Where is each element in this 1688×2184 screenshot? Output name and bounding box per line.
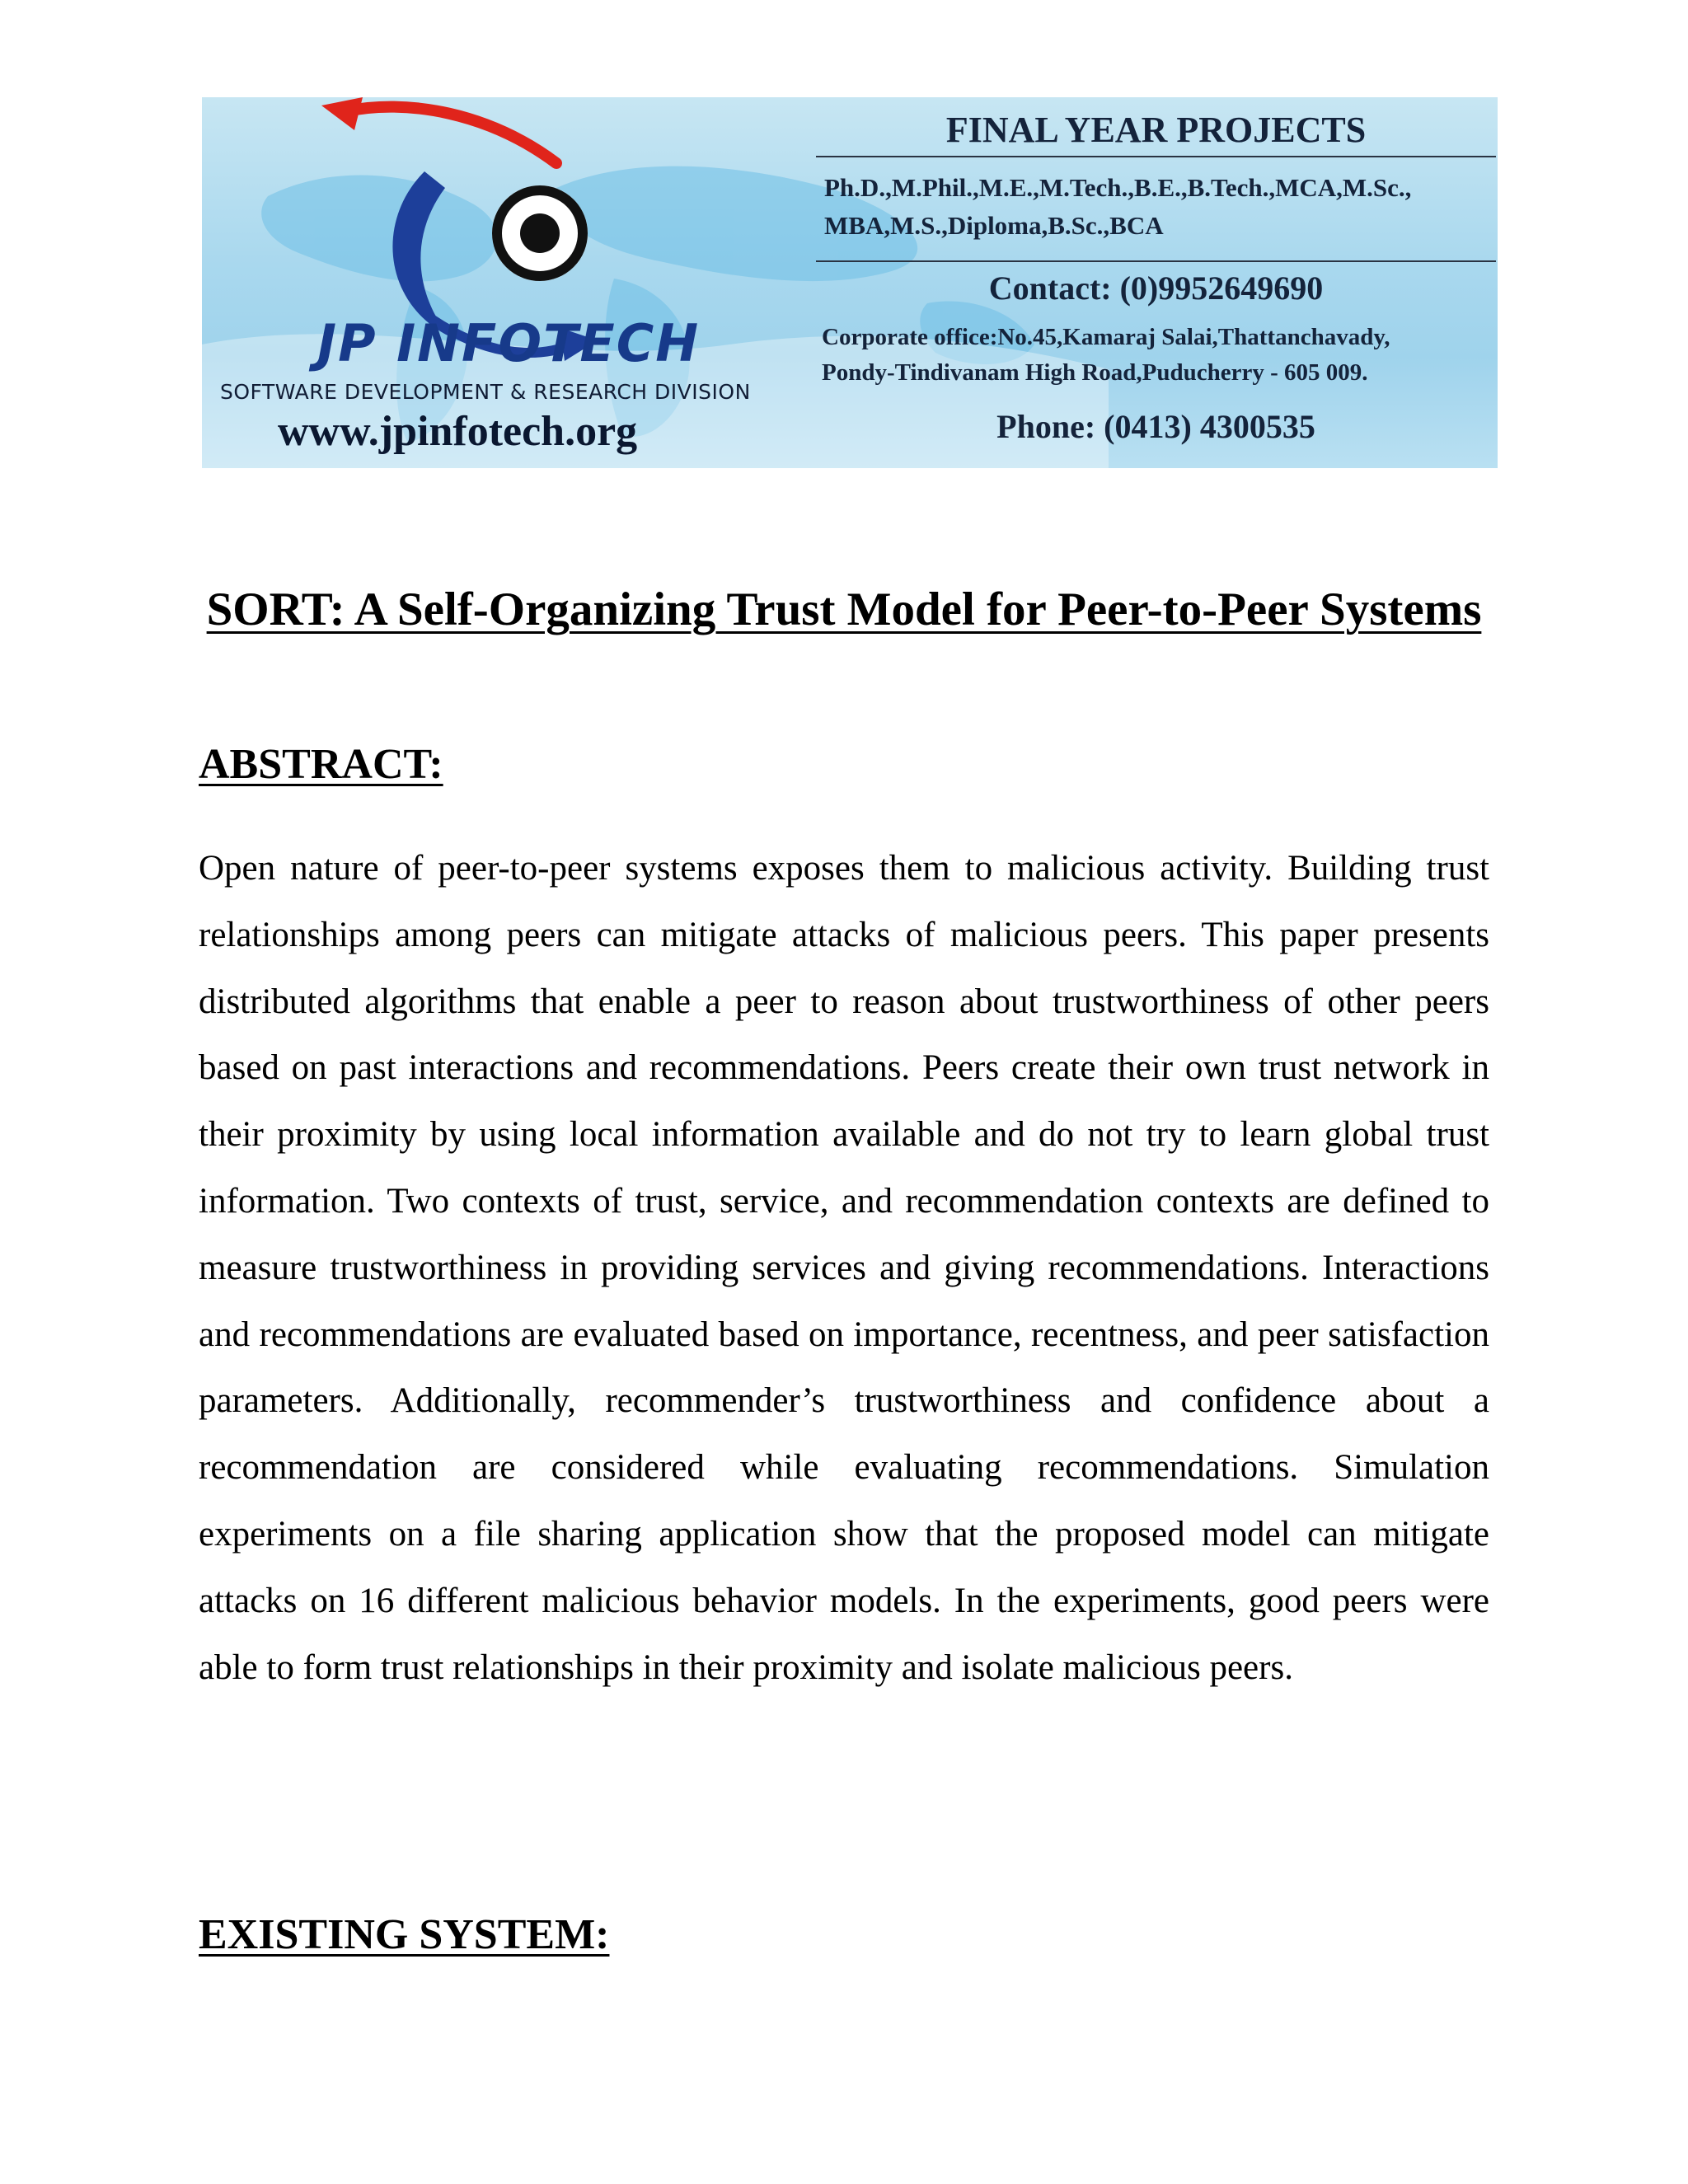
abstract-paragraph: Open nature of peer-to-peer systems exposes them to malicious activity. Building trust relationships among peers can mitigate attacks of malicious peers. This paper presents distributed algorithms that enable a peer to reason about trustworthiness of other peers based on past interactions and recommendations. Peers create their own trust network in their proximity by using local information available and do not try to learn global trust information. Two contexts of trust, service, and recommendation contexts are defined to measure trustworthiness in providing services and giving recommendations. Interactions and recommendations are evaluated based on importance, recentness, and peer satisfaction parameters. Additionally, recommender’s trustworthiness and confidence about a recommendation are considered while evaluating recommendations. Simulation experiments on a file sharing application show that the proposed model can mitigate attacks on 16 different malicious behavior models. In the experiments, good peers were able to form trust relationships in their proximity and isolate malicious peers. <box>199 849 1489 1687</box>
degrees-line: MBA,M.S.,Diploma,B.Sc.,BCA <box>824 211 1164 240</box>
contact-number: Contact: (0)9952649690 <box>988 269 1324 307</box>
degrees-line: Ph.D.,M.Phil.,M.E.,M.Tech.,B.E.,B.Tech.,MCA,M.Sc., <box>824 173 1412 202</box>
brand-division: SOFTWARE DEVELOPMENT & RESEARCH DIVISION <box>220 380 751 404</box>
existing-system-heading: EXISTING SYSTEM: <box>199 1911 610 1958</box>
eye-target-icon <box>284 97 779 427</box>
banner-title: FINAL YEAR PROJECTS <box>945 110 1367 150</box>
address-line: Corporate office:No.45,Kamaraj Salai,Thattanchavady, <box>822 324 1390 350</box>
banner-divider <box>816 156 1496 157</box>
document-title: SORT: A Self-Organizing Trust Model for Peer-to-Peer Systems <box>206 583 1482 635</box>
phone-number: Phone: (0413) 4300535 <box>996 408 1315 445</box>
abstract-heading: ABSTRACT: <box>199 741 443 788</box>
banner-divider <box>816 260 1496 262</box>
website-link[interactable]: www.jpinfotech.org <box>278 408 638 455</box>
brand-name: JP INFOTECH <box>317 313 701 373</box>
address-line: Pondy-Tindivanam High Road,Puducherry - 605 009. <box>822 359 1368 386</box>
header-banner <box>202 97 1498 468</box>
